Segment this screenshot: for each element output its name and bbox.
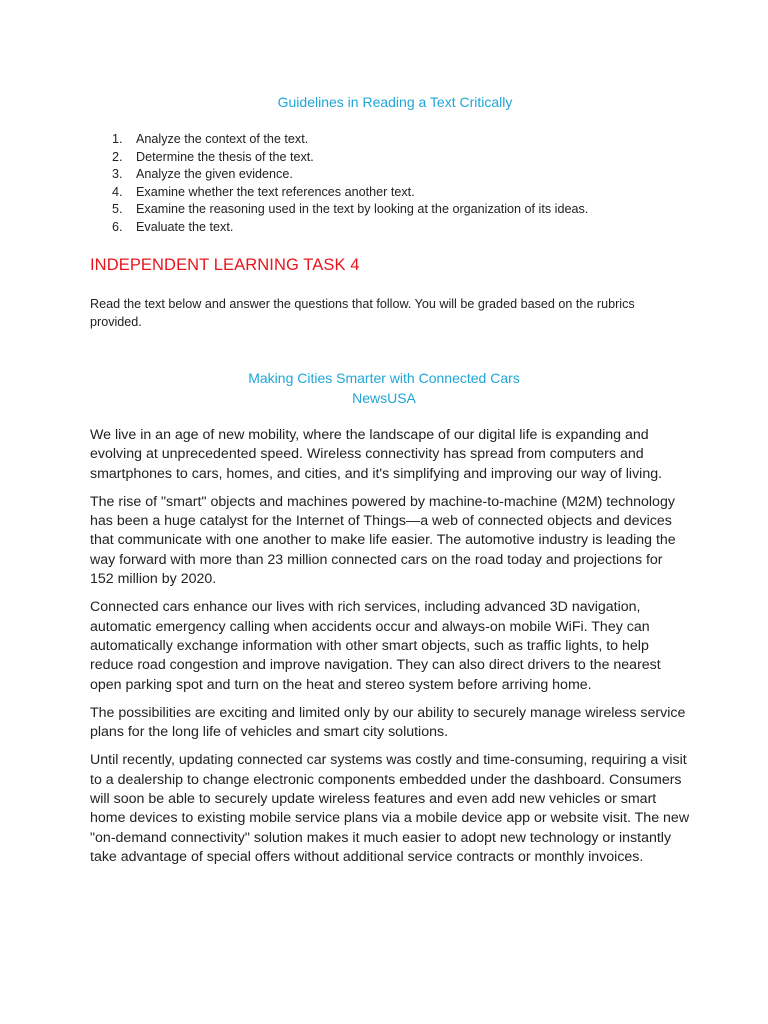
article-header xyxy=(0,369,768,408)
article-paragraph: The possibilities are exciting and limited only by our ability to securely manage wireless service plans for the long life of vehicles and smart city solutions. xyxy=(90,704,686,741)
guideline-text: Analyze the given evidence. xyxy=(136,167,293,182)
guideline-number: 3. xyxy=(112,167,123,182)
task-instructions: Read the text below and answer the questions that follow. You will be graded based on the rubrics provided. xyxy=(90,297,635,329)
guideline-number: 1. xyxy=(112,132,123,146)
guidelines-list xyxy=(112,131,588,237)
article-paragraph: Until recently, updating connected car systems was costly and time-consuming, requiring a visit to a dealership to change electronic components embedded under the dashboard. Consumers will soon be able to securely update wireless features and even add new vehicles or smart home devices to existing mobile service plans via a mobile device app or website visit. The new "on-demand connectivity" solution makes it much easier to adopt new technology or instantly take advantage of special offers without additional service contracts or monthly invoices. xyxy=(90,752,690,865)
guideline-text: Examine whether the text references another text. xyxy=(136,184,415,199)
guideline-text: Evaluate the text. xyxy=(136,219,234,234)
guideline-number: 4. xyxy=(112,184,123,199)
article-paragraph: We live in an age of new mobility, where the landscape of our digital life is expanding and evolving at unprecedented speed. Wireless connectivity has spread from computers and smartphones to cars, homes, and cities, and it's simplifying and improving our way of living. xyxy=(90,427,663,482)
guideline-item xyxy=(112,166,588,184)
task-heading: INDEPENDENT LEARNING TASK 4 xyxy=(90,256,360,274)
article-title: Making Cities Smarter with Connected Cars xyxy=(248,370,520,386)
article-body xyxy=(90,426,690,876)
guideline-item xyxy=(112,149,588,167)
guideline-item xyxy=(112,219,588,237)
guideline-item xyxy=(112,201,588,219)
guideline-number: 2. xyxy=(112,149,123,164)
guidelines-title: Guidelines in Reading a Text Critically xyxy=(277,94,513,110)
article-paragraph: Connected cars enhance our lives with rich services, including advanced 3D navigation, automatic emergency calling when accidents occur and always-on mobile WiFi. They can automatically exchange information with other smart objects, such as traffic lights, to help reduce road congestion and improve navigation. They can also direct drivers to the nearest open parking spot and turn on the heat and stereo system before arriving home. xyxy=(90,599,661,693)
guideline-item xyxy=(112,184,588,202)
article-source: NewsUSA xyxy=(352,389,416,406)
guideline-text: Examine the reasoning used in the text by looking at the organization of its ideas. xyxy=(136,202,589,217)
guideline-text: Determine the thesis of the text. xyxy=(136,149,314,164)
article-paragraph: The rise of "smart" objects and machines powered by machine-to-machine (M2M) technology has been a huge catalyst for the Internet of Things—a web of connected objects and devices that communicate with one another to make life easier. The automotive industry is leading the way forward with more than 23 million connected cars on the road today and projections for 152 million by 2020. xyxy=(90,493,676,588)
guideline-text: Analyze the context of the text. xyxy=(136,132,309,146)
guideline-item xyxy=(112,131,588,149)
guideline-number: 5. xyxy=(112,202,123,217)
guideline-number: 6. xyxy=(112,219,123,234)
